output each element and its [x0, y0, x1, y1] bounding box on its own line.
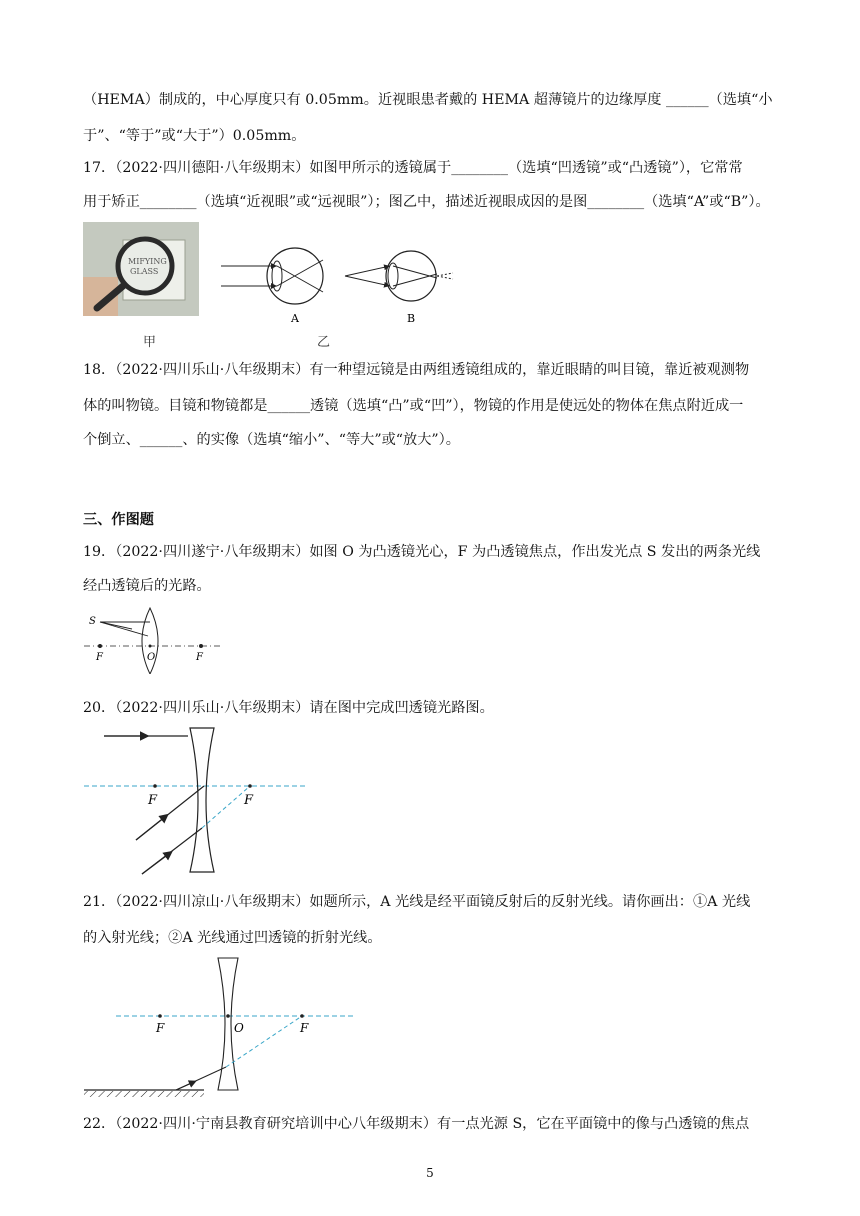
eye-b [345, 251, 453, 325]
caption-yi: 乙 [317, 335, 331, 350]
label-a: A [291, 312, 299, 325]
label-f-left-20: F [148, 793, 158, 808]
question-19-text-2: 经凸透镜后的光路。 [83, 578, 211, 594]
label-f-left-21: F [156, 1021, 165, 1035]
label-f-right-21: F [300, 1021, 309, 1035]
question-18-text-3: 个倒立、______、的实像（选填“缩小”、“等大”或“放大”）。 [83, 432, 460, 448]
section-heading-drawing: 三、作图题 [83, 512, 154, 528]
convex-lens-diagram [80, 604, 230, 674]
label-s: S [89, 616, 96, 627]
question-18-text: 18．（2022·四川乐山·八年级期末）有一种望远镜是由两组透镜组成的，靠近眼睛的叫目镜，靠近被观测物 [83, 362, 750, 378]
question-21-text-2: 的入射光线；②A 光线通过凹透镜的折射光线。 [83, 930, 382, 946]
question-17-text-2: 用于矫正________（选填“近视眼”或“远视眼”）；图乙中，描述近视眼成因的是图________（选填“A”或“B”）。 [83, 194, 770, 210]
question-21-text: 21．（2022·四川凉山·八年级期末）如题所示，A 光线是经平面镜反射后的反射光线。请你画出：①A 光线 [83, 894, 751, 910]
label-f-right-20: F [244, 793, 254, 808]
question-18-text-2: 体的叫物镜。目镜和物镜都是______透镜（选填“凸”或“凹”），物镜的作用是使远处的物体在焦点附近成一 [83, 398, 744, 414]
question-16-text-end: （HEMA）制成的，中心厚度只有 0.05mm。近视眼患者戴的 HEMA 超薄镜片的边缘厚度 ______（选填“小 [83, 92, 773, 108]
magnifying-glass-photo [83, 222, 199, 316]
concave-lens [190, 728, 214, 872]
question-22-text: 22．（2022·四川·宁南县教育研究培训中心八年级期末）有一点光源 S，它在平面镜中的像与凸透镜的焦点 [83, 1116, 750, 1132]
label-f-left: F [96, 652, 103, 663]
eye-a [221, 248, 323, 325]
page-number: 5 [426, 1166, 434, 1180]
question-19-text: 19．（2022·四川遂宁·八年级期末）如图 O 为凸透镜光心，F 为凸透镜焦点，作出发光点 S 发出的两条光线 [83, 544, 761, 560]
caption-jia: 甲 [143, 335, 157, 350]
eye-diagram [215, 240, 465, 340]
photo-text-1: MIFYING [128, 257, 167, 266]
question-17-text: 17．（2022·四川德阳·八年级期末）如图甲所示的透镜属于________（选填“凹透镜”或“凸透镜”），它常常 [83, 160, 743, 176]
photo-text-2: GLASS [130, 267, 159, 276]
label-o: O [147, 652, 156, 663]
label-b: B [407, 312, 416, 325]
label-f-right: F [196, 652, 203, 663]
label-o-21: O [234, 1021, 244, 1035]
question-20-text: 20．（2022·四川乐山·八年级期末）请在图中完成凹透镜光路图。 [83, 700, 494, 716]
convex-lens [142, 608, 158, 674]
concave-lens-mirror-diagram [80, 954, 360, 1099]
concave-lens-diagram-20 [84, 724, 314, 884]
question-16-text-end-2: 于”、“等于”或“大于”）0.05mm。 [83, 128, 306, 144]
